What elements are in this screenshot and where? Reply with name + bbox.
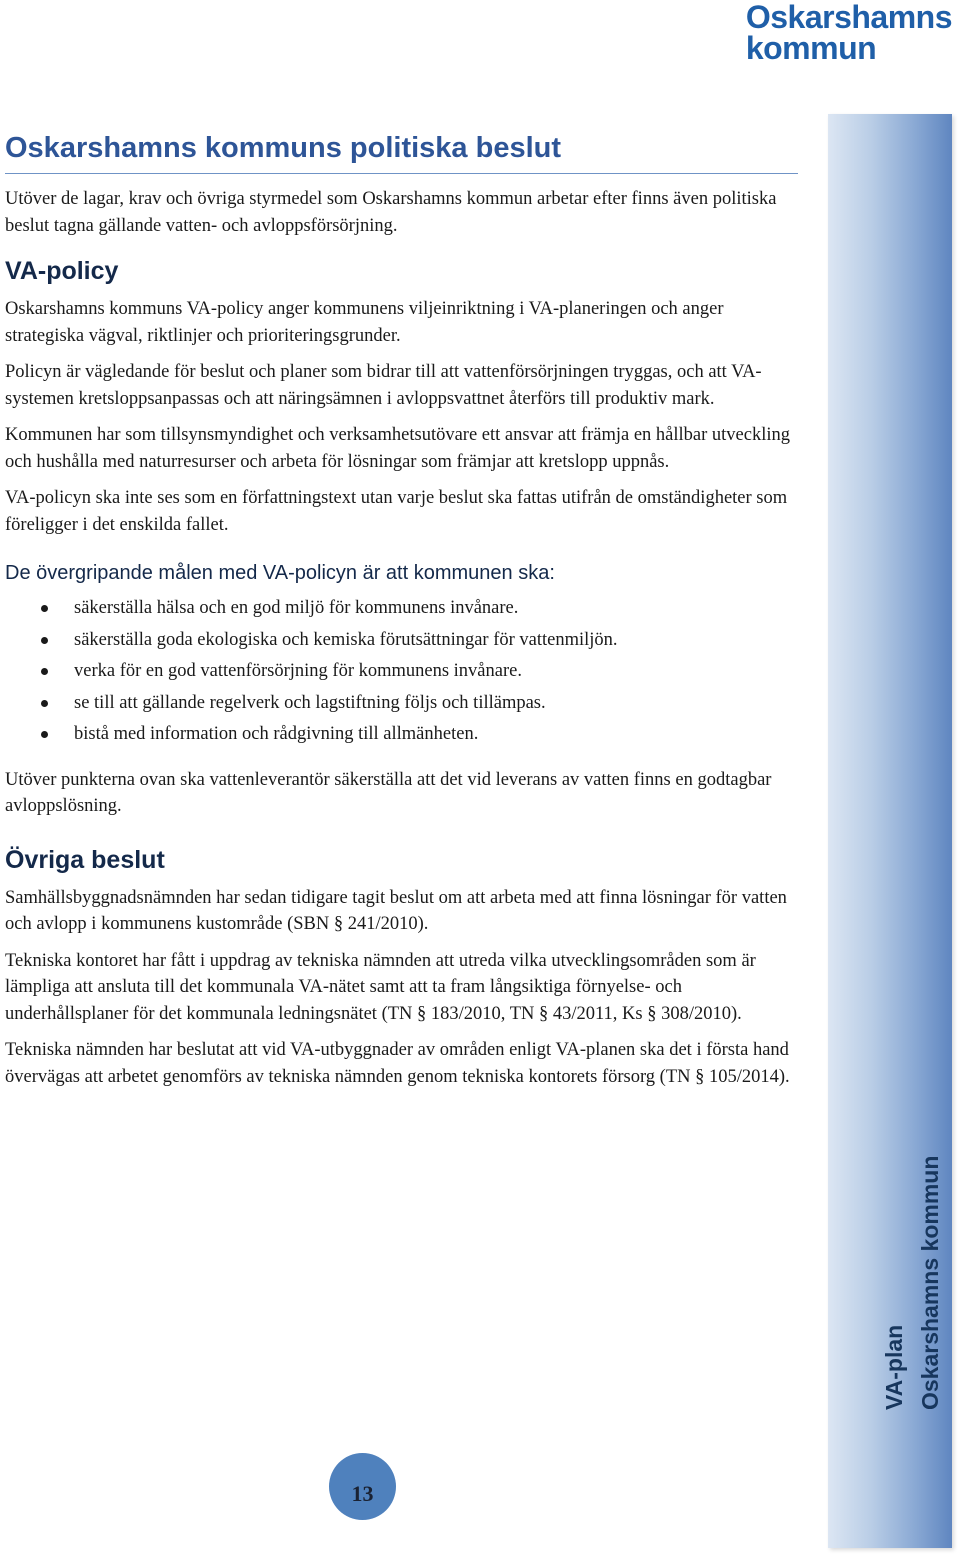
list-item: säkerställa hälsa och en god miljö för kommunens invånare.	[5, 593, 795, 625]
ovriga-paragraph-3: Tekniska nämnden har beslutat att vid VA-utbyggnader av områden enligt VA-planen ska det i första hand övervägas att arbetet genomförs av tekniska nämnden genom tekniska kontorets försorg (TN § 105/2014).	[5, 1040, 790, 1087]
side-label-doc: VA-plan	[881, 1324, 907, 1410]
side-label-org: Oskarshamns kommun	[917, 1155, 943, 1410]
bullet-icon	[41, 668, 48, 675]
list-item: säkerställa goda ekologiska och kemiska förutsättningar för vattenmiljön.	[5, 625, 795, 657]
bullet-icon	[41, 637, 48, 644]
list-item: se till att gällande regelverk och lagstiftning följs och tillämpas.	[5, 688, 795, 720]
after-goals-paragraph: Utöver punkterna ovan ska vattenleverantör säkerställa att det vid leverans av vatten finns en godtagbar avloppslösning.	[5, 769, 772, 816]
intro-paragraph: Utöver de lagar, krav och övriga styrmedel som Oskarshamns kommun arbetar efter finns även politiska beslut tagna gällande vatten- och avloppsförsörjning.	[5, 189, 777, 236]
list-item: verka för en god vattenförsörjning för kommunens invånare.	[5, 656, 795, 688]
side-band-label	[876, 1156, 948, 1410]
va-policy-paragraph-4: VA-policyn ska inte ses som en författningstext utan varje beslut ska fattas utifrån de omständigheter som föreligger i det enskilda fallet.	[5, 488, 788, 535]
va-policy-heading: VA-policy	[5, 257, 119, 285]
page-number-badge	[329, 1453, 396, 1520]
va-policy-paragraph-1: Oskarshamns kommuns VA-policy anger kommunens viljeinriktning i VA-planeringen och anger strategiska vägval, riktlinjer och prioriteringsgrunder.	[5, 299, 724, 346]
bullet-icon	[41, 605, 48, 612]
ovriga-paragraph-2: Tekniska kontoret har fått i uppdrag av tekniska nämnden att utreda vilka utvecklingsområden som är lämpliga att ansluta till det kommunala VA-nätet samt att ta fram långsiktiga förnyelse- och underhållsplaner för det kommunala ledningsnätet (TN § 183/2010, TN § 43/2011, Ks § 308/2010).	[5, 950, 756, 1024]
page-title: Oskarshamns kommuns politiska beslut	[5, 132, 798, 174]
bullet-icon	[41, 700, 48, 707]
list-item: bistå med information och rådgivning till allmänheten.	[5, 719, 795, 751]
page-number: 13	[351, 1480, 374, 1506]
logo-line-2: kommun	[745, 30, 877, 66]
goals-list	[5, 593, 795, 751]
ovriga-paragraph-1: Samhällsbyggnadsnämnden har sedan tidigare tagit beslut om att arbeta med att finna lösningar för vatten och avlopp i kommunens kustområde (SBN § 241/2010).	[5, 887, 787, 934]
logo-line-1: Oskarshamns	[745, 0, 952, 35]
ovriga-beslut-heading: Övriga beslut	[5, 845, 165, 874]
goals-heading: De övergripande målen med VA-policyn är att kommunen ska:	[5, 562, 555, 584]
bullet-icon	[41, 731, 48, 738]
va-policy-paragraph-3: Kommunen har som tillsynsmyndighet och verksamhetsutövare ett ansvar att främja en hållbar utveckling och hushålla med naturresurser och arbeta för lösningar som främjar att kretslopp uppnås.	[5, 425, 791, 472]
va-policy-paragraph-2: Policyn är vägledande för beslut och planer som bidrar till att vattenförsörjningen tryggas, och att VA-systemen kretsloppsanpassas och att näringsämnen i avloppsvattnet återförs till produktiv mark.	[5, 362, 762, 409]
page-content	[5, 132, 795, 1090]
municipality-logo	[746, 2, 952, 64]
